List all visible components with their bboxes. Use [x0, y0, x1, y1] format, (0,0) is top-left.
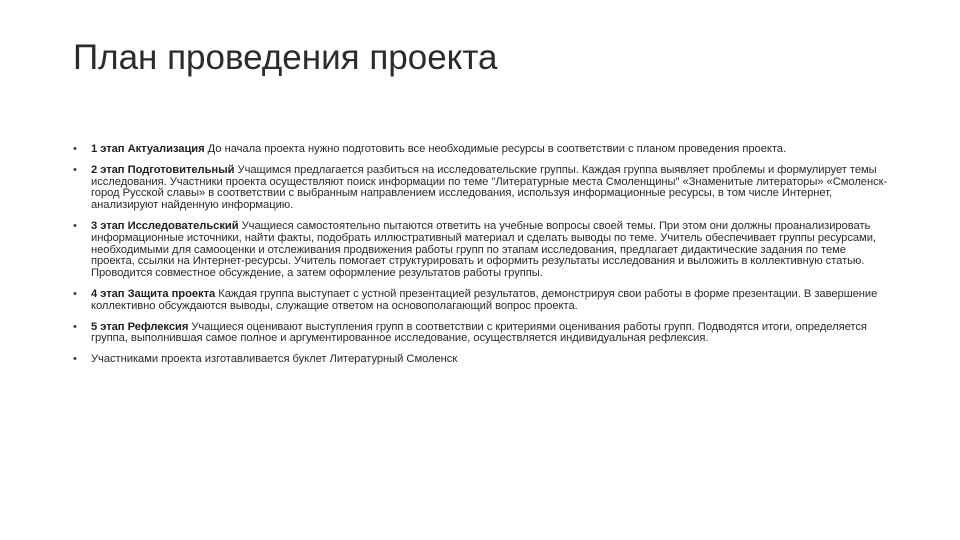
- bullet-dot-icon: •: [73, 320, 77, 333]
- bullet-item-stage-3: [73, 221, 888, 280]
- bullet-dot-icon: •: [73, 353, 77, 366]
- stage-description: Каждая группа выступает с устной презентацией результатов, демонстрируя свои работы в форме презентации. В завершение коллективно обсуждаются выводы, служащие ответом на основополагающий вопрос проекта.: [91, 287, 878, 312]
- bullet-item-booklet: [73, 354, 888, 366]
- stage-label: 4 этап Защита проекта: [91, 287, 216, 300]
- stage-label: 3 этап Исследовательский: [91, 219, 239, 232]
- booklet-note: Участниками проекта изготавливается буклет Литературный Смоленск: [91, 353, 458, 366]
- stage-label: 5 этап Рефлексия: [91, 320, 189, 333]
- stage-description: Учащимся предлагается разбиться на исследовательские группы. Каждая группа выявляет проблемы и формулирует темы исследования. Участники проекта осуществляют поиск информации по теме "Литературные места Смоленщины" «Знаменитые литераторы» «Смоленск-город Русской славы» в соответствии с выбранным направлением исследования, используя информационные ресурсы, в том числе Интернет, анализируют найденную информацию.: [91, 163, 888, 212]
- bullet-item-stage-5: [73, 322, 888, 346]
- stage-description: Учащиеся оценивают выступления групп в соответствии с критериями оценивания работы групп. Подводятся итоги, определяется группа, выполнившая самое полное и аргументированное исследование, осуществляется индивидуальная рефлексия.: [91, 320, 867, 345]
- stage-description: Учащиеся самостоятельно пытаются ответить на учебные вопросы своей темы. При этом они должны проанализировать информационные источники, найти факты, подобрать иллюстративный материал и сделать выводы по теме. Учитель обеспечивает группы ресурсами, необходимыми для самооценки и отслеживания продвижения работы групп по этапам исследования, предлагает дидактические задания по теме проекта, ссылки на Интернет-ресурсы. Учитель помогает структурировать и оформить результаты исследования и выложить в коллективную статью. Проводится совместное обсуждение, а затем оформление результатов работы группы.: [91, 219, 876, 280]
- bullet-dot-icon: •: [73, 287, 77, 300]
- bullet-dot-icon: •: [73, 163, 77, 176]
- stage-description: До начала проекта нужно подготовить все необходимые ресурсы в соответствии с планом проведения проекта.: [204, 143, 787, 155]
- bullet-dot-icon: •: [73, 143, 77, 155]
- stage-label: 2 этап Подготовительный: [91, 163, 235, 176]
- bullet-item-stage-1: [73, 144, 888, 156]
- bullet-list: [73, 144, 888, 366]
- bullet-item-stage-2: [73, 165, 888, 212]
- bullet-item-stage-4: [73, 289, 888, 313]
- stage-label: 1 этап Актуализация: [91, 143, 205, 155]
- slide-title: План проведения проекта: [73, 38, 498, 77]
- bullet-dot-icon: •: [73, 219, 77, 232]
